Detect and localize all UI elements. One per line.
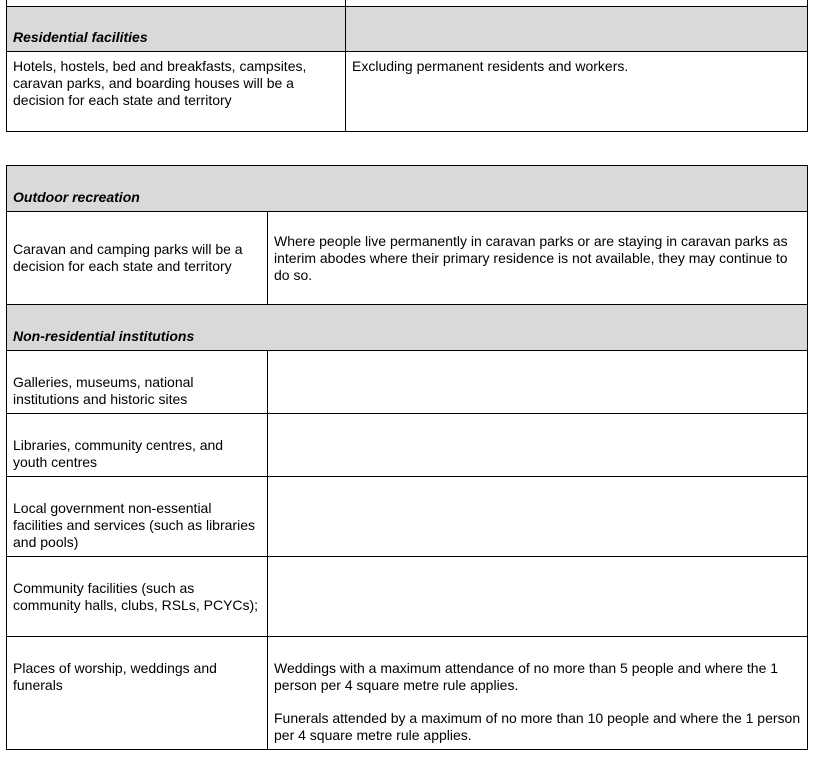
note-cell: Excluding permanent residents and workers. xyxy=(346,52,808,132)
restrictions-table xyxy=(6,165,808,750)
activity-cell: Galleries, museums, national institutions and historic sites xyxy=(7,351,268,414)
funerals-note: Funerals attended by a maximum of no more than 10 people and where the 1 person per 4 square metre rule applies. xyxy=(274,710,801,743)
section-header-row xyxy=(7,7,808,52)
note-cell xyxy=(268,557,808,637)
table-row xyxy=(7,414,808,477)
activity-cell: Local government non-essential facilities and services (such as libraries and pools) xyxy=(7,477,268,557)
note-cell xyxy=(268,477,808,557)
activity-cell: Hotels, hostels, bed and breakfasts, campsites, caravan parks, and boarding houses will be a decision for each state and territory xyxy=(7,52,346,132)
section-header-outdoor: Outdoor recreation xyxy=(7,166,808,212)
activity-cell: Caravan and camping parks will be a decision for each state and territory xyxy=(7,212,268,305)
table-row xyxy=(7,637,808,750)
table-row xyxy=(7,212,808,305)
section-header-row xyxy=(7,166,808,212)
table-row xyxy=(7,477,808,557)
section-header-residential: Residential facilities xyxy=(7,7,346,52)
note-cell xyxy=(268,414,808,477)
activity-cell: Community facilities (such as community halls, clubs, RSLs, PCYCs); xyxy=(7,557,268,637)
note-cell: Where people live permanently in caravan parks or are staying in caravan parks as interim abodes where their primary residence is not available, they may continue to do so. xyxy=(268,212,808,305)
table-row xyxy=(7,52,808,132)
section-header-blank xyxy=(346,7,808,52)
activity-cell: Libraries, community centres, and youth centres xyxy=(7,414,268,477)
residential-facilities-table xyxy=(6,0,808,132)
section-header-non-residential: Non-residential institutions xyxy=(7,305,808,351)
table-row xyxy=(7,351,808,414)
note-cell xyxy=(268,637,808,750)
weddings-note: Weddings with a maximum attendance of no more than 5 people and where the 1 person per 4 square metre rule applies. xyxy=(274,660,779,693)
table-row xyxy=(7,557,808,637)
section-header-row xyxy=(7,305,808,351)
activity-cell: Places of worship, weddings and funerals xyxy=(7,637,268,750)
note-cell xyxy=(268,351,808,414)
